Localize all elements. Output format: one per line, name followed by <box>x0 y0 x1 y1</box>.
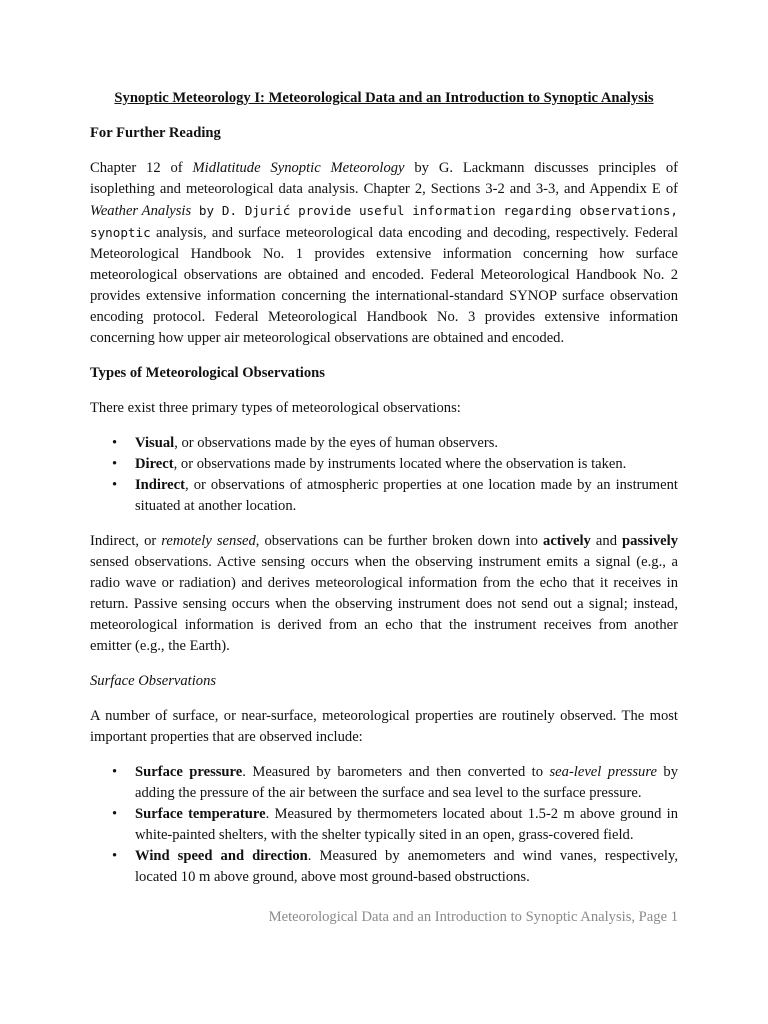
book-title-midlatitude: Midlatitude Synoptic Meteorology <box>192 160 405 176</box>
list-item: • Indirect, or observations of atmospheric properties at one location made by an instrument situated at another location. <box>112 477 678 514</box>
document-title: Synoptic Meteorology I: Meteorological Data and an Introduction to Synoptic Analysis <box>114 90 654 106</box>
further-reading-paragraph: Chapter 12 of Midlatitude Synoptic Meteorology by G. Lackmann discusses principles of isoplething and meteorological data analysis. Chapter 2, Sections 3-2 and 3-3, and Appendix E of Weather Analysis by D. Djurić provide useful information regarding observations, synoptic analysis, and surface meteorological data encoding and decoding, respectively. Federal Meteorological Handbook No. 1 provides extensive information concerning how surface meteorological observations are obtained and encoded. Federal Meteorological Handbook No. 2 provides extensive information concerning the international-standard SYNOP surface observation encoding protocol. Federal Meteorological Handbook No. 3 provides extensive information concerning how upper air meteorological observations are obtained and encoded. <box>90 160 678 346</box>
book-title-weather-analysis: Weather Analysis <box>90 203 192 219</box>
list-item: • Visual, or observations made by the eyes of human observers. <box>90 433 678 454</box>
types-intro: There exist three primary types of meteorological observations: <box>90 400 461 416</box>
bullet-icon: • <box>112 848 118 864</box>
bullet-icon: • <box>112 435 118 451</box>
page-footer: Meteorological Data and an Introduction to Synoptic Analysis, Page 1 <box>268 909 678 925</box>
remote-sensing-paragraph: Indirect, or remotely sensed, observations can be further broken down into actively and passively sensed observations. Active sensing occurs when the observing instrument emits a signal (e.g., a radio wave or radiation) and derives meteorological information from the echo that it receives in return. Passive sensing occurs when the observing instrument does not send out a signal; instead, meteorological information is derived from an echo that the instrument receives from another emitter (e.g., the Earth). <box>90 533 678 654</box>
list-item: • Direct, or observations made by instruments located where the observation is taken. <box>90 454 678 475</box>
types-heading: Types of Meteorological Observations <box>90 365 325 381</box>
list-item: • Wind speed and direction. Measured by anemometers and wind vanes, respectively, located 10 m above ground, above most ground-based obstructions. <box>112 848 678 885</box>
further-reading-heading: For Further Reading <box>90 125 221 141</box>
list-item: • Surface pressure. Measured by barometers and then converted to sea-level pressure by adding the pressure of the air between the surface and sea level to the surface pressure. <box>112 764 679 801</box>
surface-properties-list <box>90 762 678 888</box>
list-item: • Surface temperature. Measured by thermometers located about 1.5-2 m above ground in white-painted shelters, with the shelter typically sited in an open, grass-covered field. <box>112 806 679 843</box>
bullet-icon: • <box>112 806 118 822</box>
bullet-icon: • <box>112 764 118 780</box>
observation-types-list <box>90 433 678 517</box>
bullet-icon: • <box>112 477 118 493</box>
surface-intro: A number of surface, or near-surface, meteorological properties are routinely observed. The most important properties that are observed include: <box>90 708 678 745</box>
bullet-icon: • <box>112 456 118 472</box>
surface-observations-heading: Surface Observations <box>90 673 217 689</box>
document-page <box>90 88 678 902</box>
